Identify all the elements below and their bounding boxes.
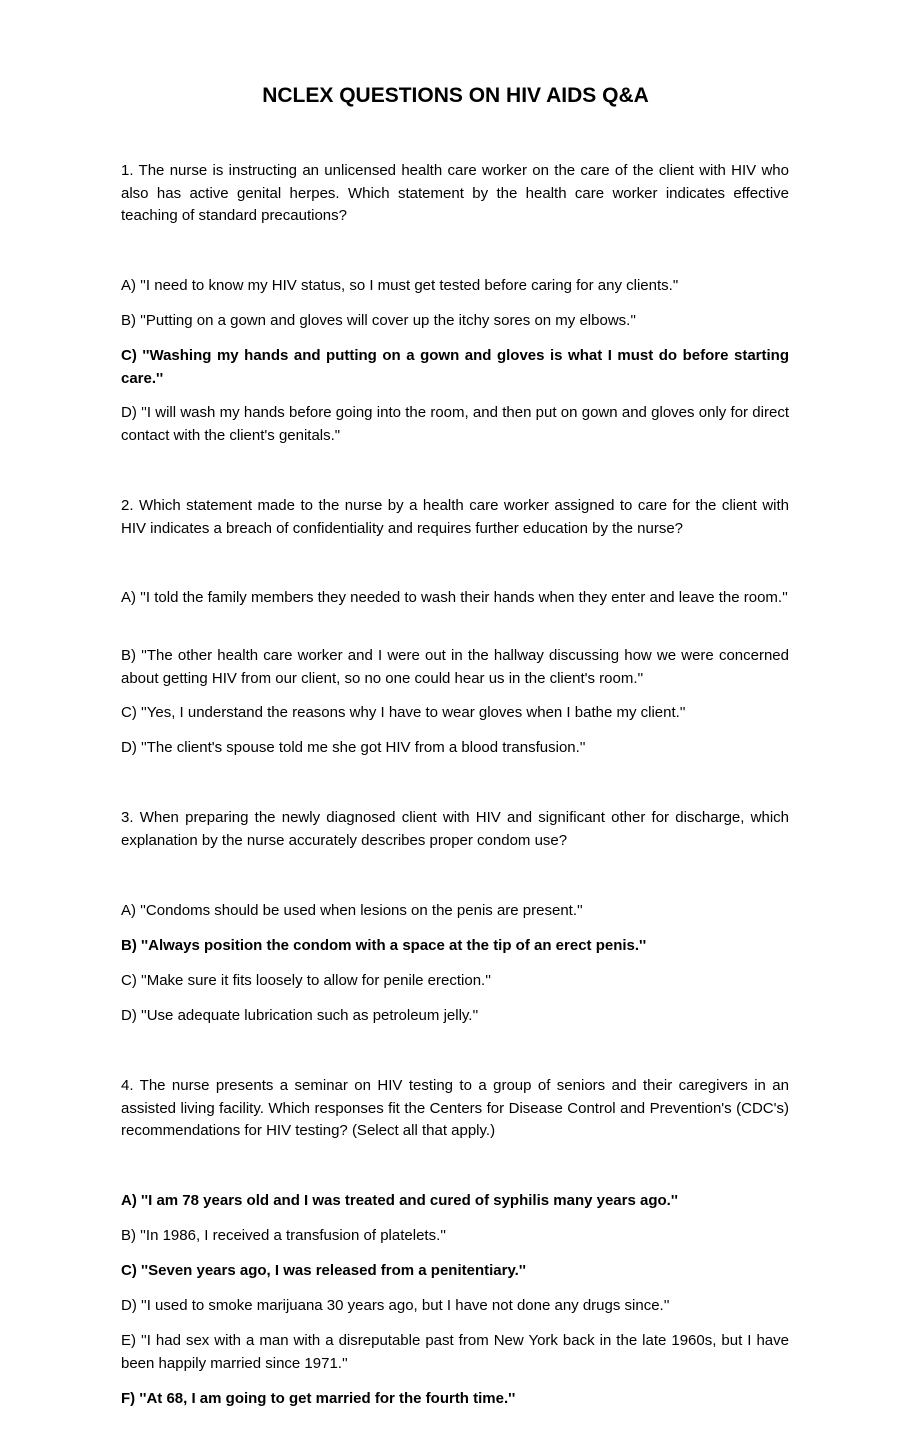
answer-option-3d: D) ''Use adequate lubrication such as petroleum jelly.'' — [121, 1007, 479, 1024]
answer-option-3b-correct: B) ''Always position the condom with a space at the tip of an erect penis.'' — [121, 937, 647, 954]
answer-option-1a: A) ''I need to know my HIV status, so I must get tested before caring for any clients." — [121, 277, 679, 294]
question-stem-1: 1. The nurse is instructing an unlicensed health care worker on the care of the client with HIV who also has active genital herpes. Which statement by the health care worker indicates effective teaching of standard precautions? — [121, 162, 789, 224]
answer-option-4d: D) ''I used to smoke marijuana 30 years ago, but I have not done any drugs since.'' — [121, 1297, 670, 1314]
answer-option-4c-correct: C) ''Seven years ago, I was released from a penitentiary.'' — [121, 1262, 526, 1279]
answer-option-1b: B) ''Putting on a gown and gloves will cover up the itchy sores on my elbows.'' — [121, 312, 637, 329]
answer-option-4e: E) ''I had sex with a man with a disreputable past from New York back in the late 1960s, but I have been happily married since 1971.'' — [121, 1332, 789, 1372]
question-stem-4: 4. The nurse presents a seminar on HIV testing to a group of seniors and their caregivers in an assisted living facility. Which responses fit the Centers for Disease Control and Prevention's (CDC's) recommendations for HIV testing? (Select all that apply.) — [121, 1077, 789, 1139]
answer-option-2c: C) ''Yes, I understand the reasons why I have to wear gloves when I bathe my client.'' — [121, 704, 686, 721]
answer-option-2d: D) ''The client's spouse told me she got HIV from a blood transfusion.'' — [121, 739, 586, 756]
answer-option-4b: B) ''In 1986, I received a transfusion of platelets.'' — [121, 1227, 446, 1244]
answer-option-1d: D) ''I will wash my hands before going into the room, and then put on gown and gloves only for direct contact with the client's genitals." — [121, 404, 789, 444]
answer-option-4a-correct: A) ''I am 78 years old and I was treated and cured of syphilis many years ago.'' — [121, 1192, 678, 1209]
answer-option-1c-correct: C) ''Washing my hands and putting on a gown and gloves is what I must do before starting care.'' — [121, 347, 789, 387]
document-title: NCLEX QUESTIONS ON HIV AIDS Q&A — [262, 84, 649, 107]
answer-option-3a: A) ''Condoms should be used when lesions on the penis are present.'' — [121, 902, 583, 919]
question-stem-3: 3. When preparing the newly diagnosed client with HIV and significant other for discharge, which explanation by the nurse accurately describes proper condom use? — [121, 809, 789, 849]
answer-option-4f-correct: F) ''At 68, I am going to get married for the fourth time.'' — [121, 1390, 516, 1407]
question-stem-2: 2. Which statement made to the nurse by a health care worker assigned to care for the client with HIV indicates a breach of confidentiality and requires further education by the nurse? — [121, 497, 789, 537]
answer-option-3c: C) ''Make sure it fits loosely to allow for penile erection.'' — [121, 972, 491, 989]
answer-option-2b: B) ''The other health care worker and I were out in the hallway discussing how we were concerned about getting HIV from our client, so no one could hear us in the client's room.'' — [121, 647, 789, 687]
answer-option-2a: A) ''I told the family members they needed to wash their hands when they enter and leave the room.'' — [121, 589, 788, 606]
